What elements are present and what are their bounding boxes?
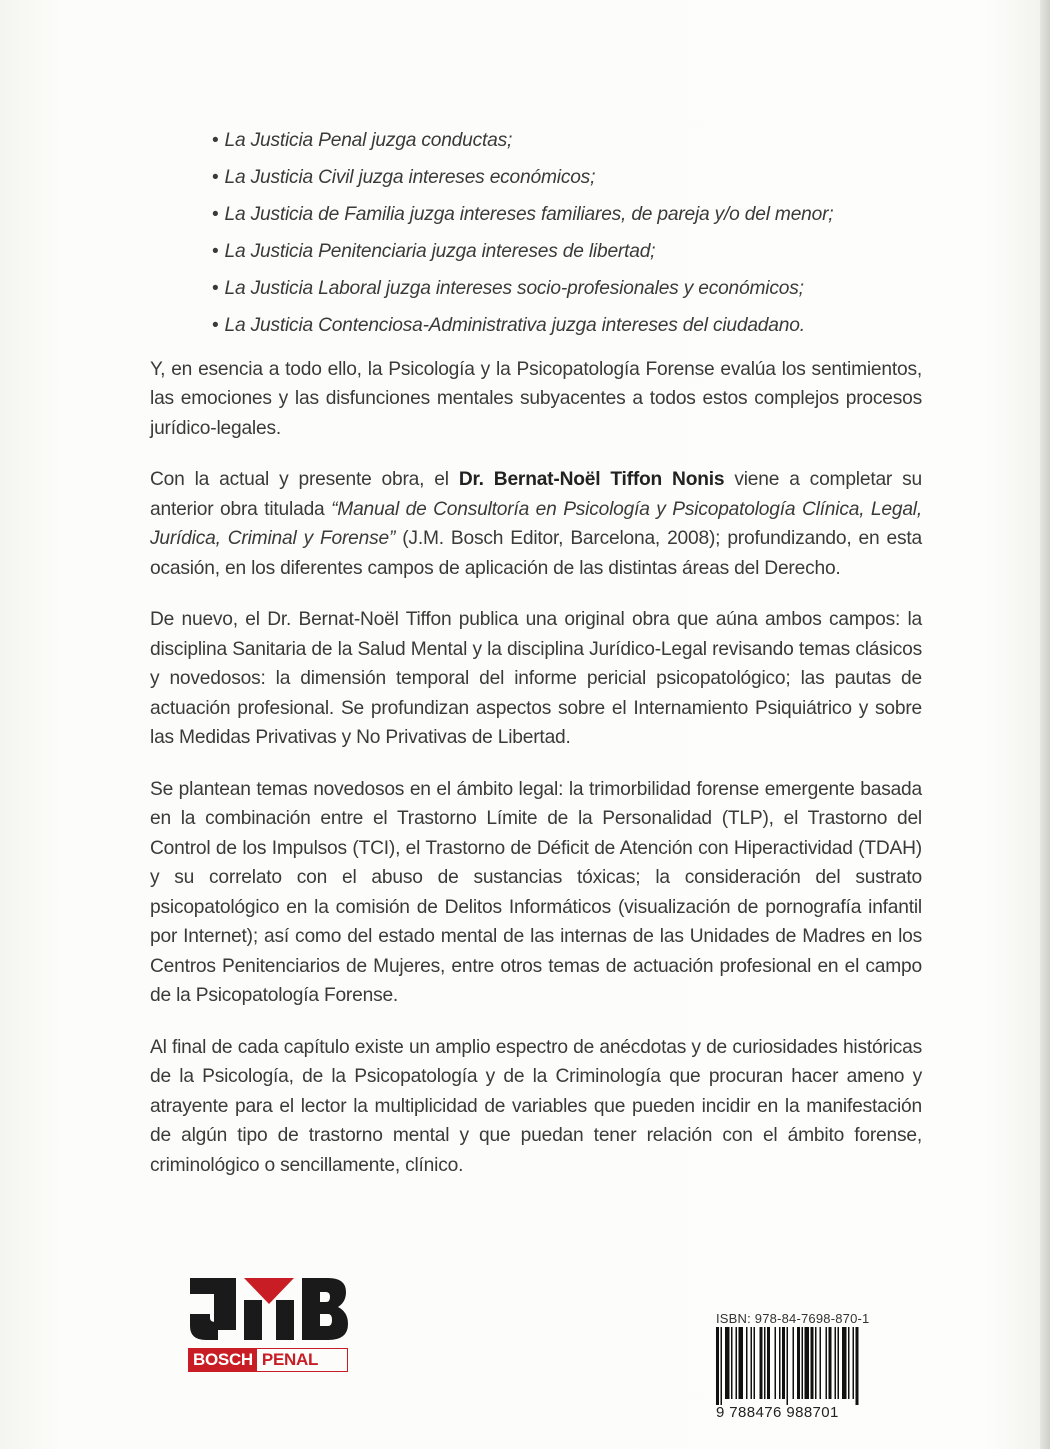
paragraph-topics: De nuevo, el Dr. Bernat-Noël Tiffon publica una original obra que aúna ambos campos: la disciplina Sanitaria de la Salud Mental y la disciplina Jurídico-Legal revisando temas clásicos y novedosos: la dimensión temporal del informe pericial psicopatológico; las pautas de actuación profesional. Se profundizan aspectos sobre el Internamiento Psiquiátrico y sobre las Medidas Privativas y No Privativas de Libertad. <box>150 609 922 749</box>
list-item: • La Justicia Contenciosa-Administrativa juzga intereses del ciudadano. <box>212 315 805 337</box>
penal-label: PENAL <box>261 1350 319 1369</box>
list-item: • La Justicia Laboral juzga intereses socio-profesionales y económicos; <box>212 278 804 300</box>
bullet-icon: • <box>212 241 219 263</box>
cover-edge <box>1040 0 1050 1449</box>
barcode-digits: 9 788476 988701 <box>716 1404 839 1421</box>
bullet-icon: • <box>212 130 219 151</box>
isbn-label: ISBN: 978-84-7698-870-1 <box>716 1311 870 1326</box>
list-item: • La Justicia Penal juzga conductas; <box>212 130 513 151</box>
list-item: • La Justicia Civil juzga intereses económicos; <box>212 167 596 189</box>
barcode-icon <box>714 1327 900 1405</box>
bullet-icon: • <box>212 167 219 189</box>
paragraph-novel-topics: Se plantean temas novedosos en el ámbito legal: la trimorbilidad forense emergente basada en la combinación entre el Trastorno Límite de la Personalidad (TLP), el Trastorno del Control de los Impulsos (TCI), el Trastorno de Déficit de Atención con Hiperactividad (TDAH) y su correlato con el abuso de sustancias tóxicas; la consideración del sustrato psicopatológico en la comisión de Delitos Informáticos (visualización de pornografía infantil por Internet); así como del estado mental de las internas de las Unidades de Madres en los Centros Penitenciarios de Mujeres, entre otros temas de actuación profesional en el campo de la Psicopatología Forense. <box>150 778 922 1007</box>
jmb-logo-mark <box>188 1278 348 1340</box>
justice-list <box>212 126 922 341</box>
bullet-icon: • <box>212 204 219 226</box>
paragraph-essence: Y, en esencia a todo ello, la Psicología y la Psicopatología Forense evalúa los sentimientos, las emociones y las disfunciones mentales subyacentes a todos estos complejos procesos jurídico-legales. <box>150 358 922 439</box>
bullet-icon: • <box>212 315 219 337</box>
previous-book-title: “Manual de Consultoría en Psicología y Psicopatología Clínica, Legal, Jurídica, Criminal y Forense” <box>150 498 922 550</box>
paragraph-author: Con la actual y presente obra, el Dr. Bernat-Noël Tiffon Nonis viene a completar su anterior obra titulada “Manual de Consultoría en Psicología y Psicopatología Clínica, Legal, Jurídica, Criminal y Forense” (J.M. Bosch Editor, Barcelona, 2008); profundizando, en esta ocasión, en los diferentes campos de aplicación de las distintas áreas del Derecho. <box>150 469 922 579</box>
publisher-logo <box>188 1278 348 1374</box>
bosch-penal-wordmark <box>188 1348 348 1372</box>
author-name: Dr. Bernat-Noël Tiffon Nonis <box>458 469 725 491</box>
list-item: • La Justicia Penitenciaria juzga intereses de libertad; <box>212 241 656 263</box>
bullet-icon: • <box>212 278 219 300</box>
bosch-label: BOSCH <box>189 1349 257 1371</box>
list-item: • La Justicia de Familia juzga intereses familiares, de pareja y/o del menor; <box>212 204 834 226</box>
blurb-text <box>150 126 922 1202</box>
paragraph-anecdotes: Al final de cada capítulo existe un amplio espectro de anécdotas y de curiosidades históricas de la Psicología, de la Psicopatología y de la Criminología que procuran hacer ameno y atrayente para el lector la multiplicidad de variables que pueden incidir en la manifestación de algún tipo de trastorno mental y que puedan tener relación con el ámbito forense, criminológico o sencillamente, clínico. <box>150 1036 922 1176</box>
